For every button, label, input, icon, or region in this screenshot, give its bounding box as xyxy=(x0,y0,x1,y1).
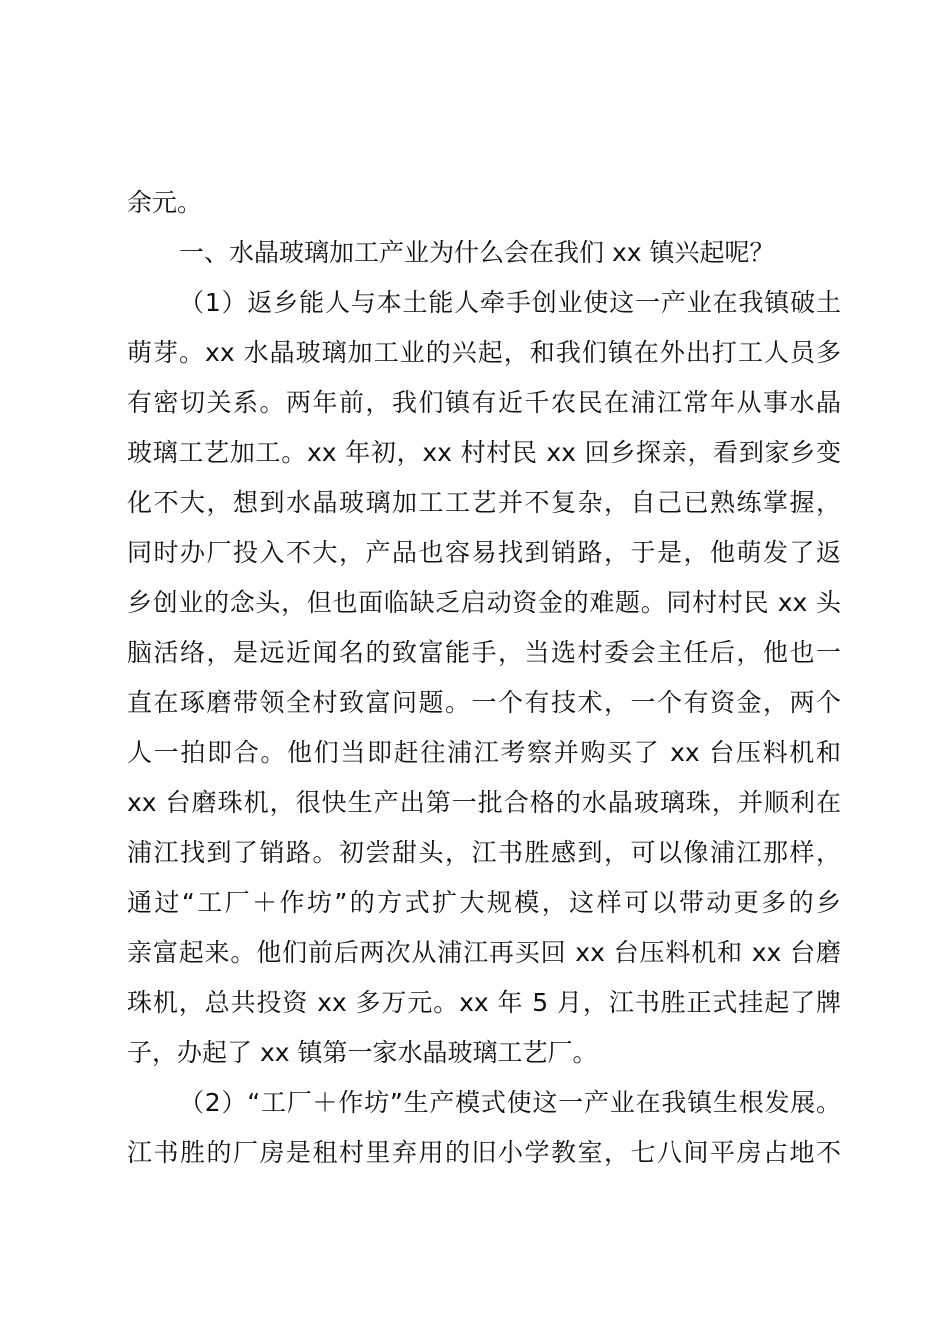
text-line: 玻璃工艺加工。xx 年初，xx 村村民 xx 回乡探亲，看到家乡变 xyxy=(127,438,841,467)
text-line: 余元。 xyxy=(127,188,203,217)
paragraph-first-line: （2）“工厂＋作坊”生产模式使这一产业在我镇生根发展。 xyxy=(179,1088,841,1117)
text-line: 江书胜的厂房是租村里弃用的旧小学教室，七八间平房占地不 xyxy=(127,1138,841,1167)
text-line: 有密切关系。两年前，我们镇有近千农民在浦江常年从事水晶 xyxy=(127,388,841,417)
text-line: 同时办厂投入不大，产品也容易找到销路，于是，他萌发了返 xyxy=(127,538,841,567)
text-line: 人一拍即合。他们当即赶往浦江考察并购买了 xx 台压料机和 xyxy=(127,738,841,767)
text-line: 浦江找到了销路。初尝甜头，江书胜感到，可以像浦江那样， xyxy=(127,838,841,867)
text-line: xx 台磨珠机，很快生产出第一批合格的水晶玻璃珠，并顺利在 xyxy=(127,788,841,817)
text-line: 脑活络，是远近闻名的致富能手，当选村委会主任后，他也一 xyxy=(127,638,841,667)
text-line: 萌芽。xx 水晶玻璃加工业的兴起，和我们镇在外出打工人员多 xyxy=(127,338,841,367)
paragraph-first-line: （1）返乡能人与本土能人牵手创业使这一产业在我镇破土 xyxy=(179,288,841,317)
section-heading: 一、水晶玻璃加工产业为什么会在我们 xx 镇兴起呢？ xyxy=(179,238,775,267)
body-text xyxy=(127,178,841,1178)
text-line: 子，办起了 xx 镇第一家水晶玻璃工艺厂。 xyxy=(127,1038,598,1067)
text-line: 通过“工厂＋作坊”的方式扩大规模，这样可以带动更多的乡 xyxy=(127,888,841,917)
text-line: 直在琢磨带领全村致富问题。一个有技术，一个有资金，两个 xyxy=(127,688,841,717)
text-line: 乡创业的念头，但也面临缺乏启动资金的难题。同村村民 xx 头 xyxy=(127,588,841,617)
text-line: 化不大，想到水晶玻璃加工工艺并不复杂，自己已熟练掌握， xyxy=(127,488,841,517)
text-line: 珠机，总共投资 xx 多万元。xx 年 5 月，江书胜正式挂起了牌 xyxy=(127,988,841,1017)
text-line: 亲富起来。他们前后两次从浦江再买回 xx 台压料机和 xx 台磨 xyxy=(127,938,841,967)
